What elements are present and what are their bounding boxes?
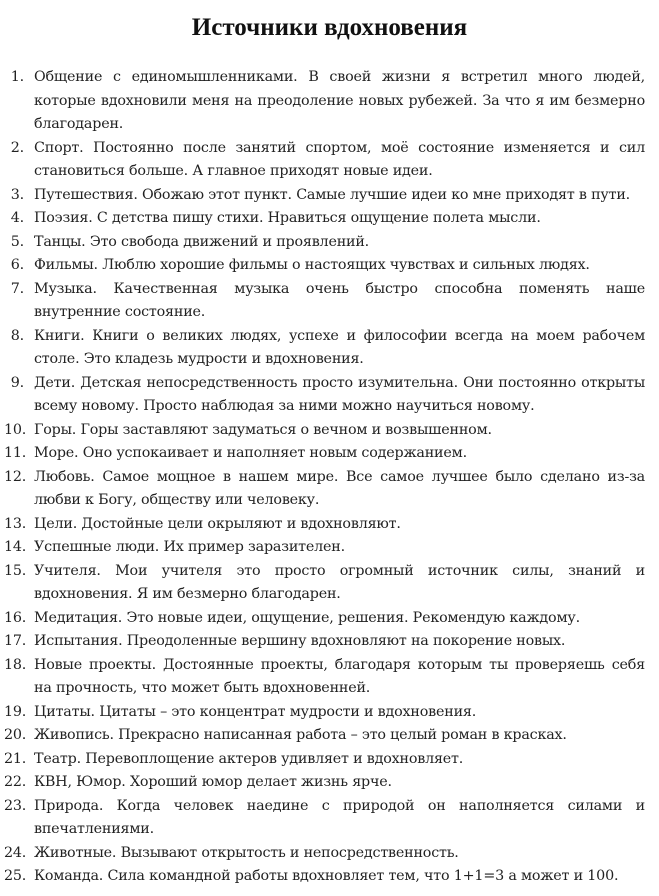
list-item [0, 278, 659, 325]
item-text: Спорт. Постоянно после занятий спортом, моё состояние изменяется и сил становиться больше. А главное приходят новые идеи. [34, 139, 645, 179]
item-number: 1. [10, 69, 24, 85]
list-item [0, 630, 659, 654]
list-item [0, 748, 659, 772]
inspiration-list [0, 66, 659, 889]
item-text: Природа. Когда человек наедине с природой он наполняется силами и впечатлениями. [34, 797, 645, 837]
list-item [0, 254, 659, 278]
item-text: Фильмы. Люблю хорошие фильмы о настоящих чувствах и сильных людях. [34, 257, 590, 273]
item-text: Театр. Перевоплощение актеров удивляет и вдохновляет. [34, 750, 464, 767]
item-text: Книги. Книги о великих людях, успехе и философии всегда на моем рабочем столе. Это кладезь мудрости и вдохновения. [34, 327, 645, 367]
item-text: Живопись. Прекрасно написанная работа – это целый роман в красках. [34, 727, 567, 743]
item-text: Общение с единомышленниками. В своей жизни я встретил много людей, которые вдохновили меня на преодоление новых рубежей. За что я им безмерно благодарен. [34, 69, 645, 132]
item-text: Танцы. Это свобода движений и проявлений. [34, 233, 370, 250]
item-number: 5. [10, 233, 24, 250]
item-number: 11. [4, 445, 27, 461]
item-number: 16. [4, 609, 27, 626]
item-number: 2. [10, 139, 24, 156]
item-number: 7. [10, 280, 24, 297]
list-item [0, 442, 659, 466]
list-item [0, 724, 659, 748]
list-item [0, 513, 659, 537]
list-item [0, 771, 659, 795]
list-item [0, 231, 659, 255]
item-number: 22. [4, 774, 27, 790]
item-number: 15. [4, 562, 27, 579]
item-text: Горы. Горы заставляют задуматься о вечном и возвышенном. [34, 421, 492, 438]
item-number: 14. [4, 539, 27, 555]
list-item [0, 795, 659, 842]
item-number: 9. [10, 374, 24, 391]
item-text: Испытания. Преодоленные вершину вдохновляют на покорение новых. [34, 633, 566, 649]
item-number: 6. [10, 257, 24, 273]
item-number: 24. [4, 844, 27, 861]
item-text: КВН, Юмор. Хороший юмор делает жизнь ярче. [34, 774, 392, 790]
item-text: Цитаты. Цитаты – это концентрат мудрости и вдохновения. [34, 703, 477, 720]
item-number: 4. [10, 210, 24, 226]
item-number: 21. [4, 750, 27, 767]
item-number: 17. [4, 633, 27, 649]
item-text: Музыка. Качественная музыка очень быстро способна поменять наше внутренние состояние. [34, 280, 645, 320]
item-text: Успешные люди. Их пример заразителен. [34, 539, 345, 555]
item-number: 18. [4, 656, 27, 673]
item-number: 23. [4, 797, 27, 814]
list-item [0, 466, 659, 513]
list-item [0, 419, 659, 443]
item-text: Дети. Детская непосредственность просто изумительна. Они постоянно открыты всему новому. Просто наблюдая за ними можно научиться новому. [34, 374, 645, 414]
item-number: 3. [10, 186, 24, 203]
item-text: Команда. Сила командной работы вдохновляет тем, что 1+1=3 а может и 100. [34, 868, 619, 884]
list-item [0, 184, 659, 208]
item-text: Море. Оно успокаивает и наполняет новым содержанием. [34, 445, 467, 461]
item-text: Цели. Достойные цели окрыляют и вдохновляют. [34, 515, 401, 532]
item-number: 25. [4, 868, 27, 884]
list-item [0, 137, 659, 184]
list-item [0, 536, 659, 560]
item-text: Новые проекты. Достоянные проекты, благодаря которым ты проверяешь себя на прочность, что может быть вдохновенней. [34, 656, 645, 696]
item-text: Поэзия. С детства пишу стихи. Нравиться ощущение полета мысли. [34, 210, 541, 226]
list-item [0, 66, 659, 137]
item-number: 10. [4, 421, 27, 438]
list-item [0, 865, 659, 889]
list-item [0, 654, 659, 701]
item-number: 13. [4, 515, 27, 532]
item-text: Животные. Вызывают открытость и непосредственность. [34, 844, 459, 861]
list-item [0, 372, 659, 419]
item-number: 19. [4, 703, 27, 720]
list-item [0, 560, 659, 607]
list-item [0, 701, 659, 725]
item-number: 8. [10, 327, 24, 344]
item-number: 12. [4, 468, 27, 485]
list-item [0, 325, 659, 372]
list-item [0, 842, 659, 866]
item-text: Медитация. Это новые идеи, ощущение, решения. Рекомендую каждому. [34, 609, 580, 626]
page-title: Источники вдохновения [191, 14, 468, 41]
list-item [0, 207, 659, 231]
item-number: 20. [4, 727, 27, 743]
item-text: Любовь. Самое мощное в нашем мире. Все самое лучшее было сделано из-за любви к Богу, обществу или человеку. [34, 468, 645, 508]
item-text: Учителя. Мои учителя это просто огромный источник силы, знаний и вдохновения. Я им безмерно благодарен. [34, 562, 645, 602]
list-item [0, 607, 659, 631]
item-text: Путешествия. Обожаю этот пункт. Самые лучшие идеи ко мне приходят в пути. [34, 186, 631, 203]
